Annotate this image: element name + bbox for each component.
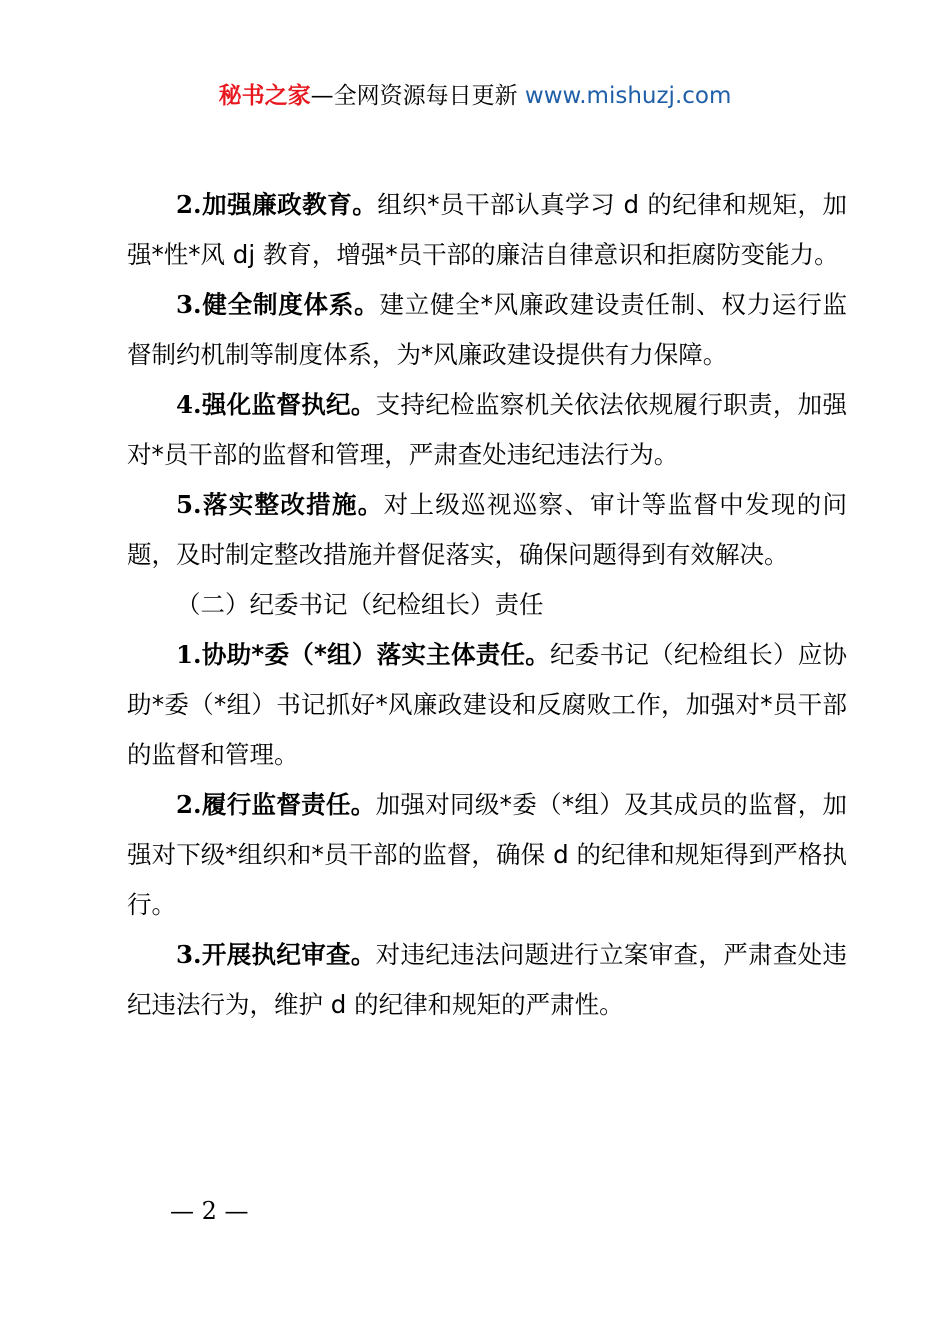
- section-heading: [127, 580, 847, 630]
- item-number: 2.: [176, 790, 202, 819]
- paragraph: [127, 380, 847, 480]
- item-text: 建立健全*风廉政建设责任制、权力运行监督制约机制等制度体系，为*风廉政建设提供有力保障。: [127, 290, 848, 369]
- watermark-header: [0, 80, 950, 112]
- brand-name: 秘书之家: [218, 83, 311, 109]
- paragraph: [127, 480, 847, 580]
- item-text: 纪委书记（纪检组长）应协助*委（*组）书记抓好*风廉政建设和反腐败工作，加强对*员干部的监督和管理。: [127, 640, 848, 769]
- paragraph: [127, 630, 847, 780]
- document-body: [127, 180, 847, 1030]
- item-heading: 健全制度体系。: [201, 290, 380, 319]
- item-heading: 开展执纪审查。: [201, 940, 376, 969]
- paragraph: [127, 930, 847, 1030]
- page-number: — 2 —: [170, 1197, 249, 1225]
- section-heading-text: （二）纪委书记（纪检组长）责任: [176, 590, 544, 619]
- paragraph: [127, 780, 847, 930]
- item-heading: 履行监督责任。: [201, 790, 376, 819]
- item-heading: 落实整改措施。: [201, 490, 384, 519]
- item-number: 1.: [176, 640, 202, 669]
- item-number: 3.: [176, 290, 202, 319]
- item-number: 3.: [176, 940, 202, 969]
- item-number: 5.: [176, 490, 202, 519]
- item-text: 对上级巡视巡察、审计等监督中发现的问题，及时制定整改措施并督促落实，确保问题得到有效解决。: [127, 490, 848, 569]
- header-url: www.mishuzj.com: [524, 83, 732, 109]
- item-heading: 加强廉政教育。: [201, 190, 378, 219]
- item-text: 对违纪违法问题进行立案审查，严肃查处违纪违法行为，维护 d 的纪律和规矩的严肃性。: [127, 940, 848, 1019]
- item-number: 4.: [176, 390, 202, 419]
- item-text: 加强对同级*委（*组）及其成员的监督，加强对下级*组织和*员干部的监督，确保 d 的纪律和规矩得到严格执行。: [127, 790, 848, 919]
- paragraph: [127, 180, 847, 280]
- header-tagline: —全网资源每日更新: [310, 83, 525, 109]
- item-text: 组织*员干部认真学习 d 的纪律和规矩，加强*性*风 dj 教育，增强*员干部的廉洁自律意识和拒腐防变能力。: [127, 190, 847, 269]
- item-heading: 协助*委（*组）落实主体责任。: [201, 640, 551, 669]
- item-text: 支持纪检监察机关依法依规履行职责，加强对*员干部的监督和管理，严肃查处违纪违法行为。: [127, 390, 848, 469]
- paragraph: [127, 280, 847, 380]
- item-heading: 强化监督执纪。: [201, 390, 376, 419]
- item-number: 2.: [176, 190, 202, 219]
